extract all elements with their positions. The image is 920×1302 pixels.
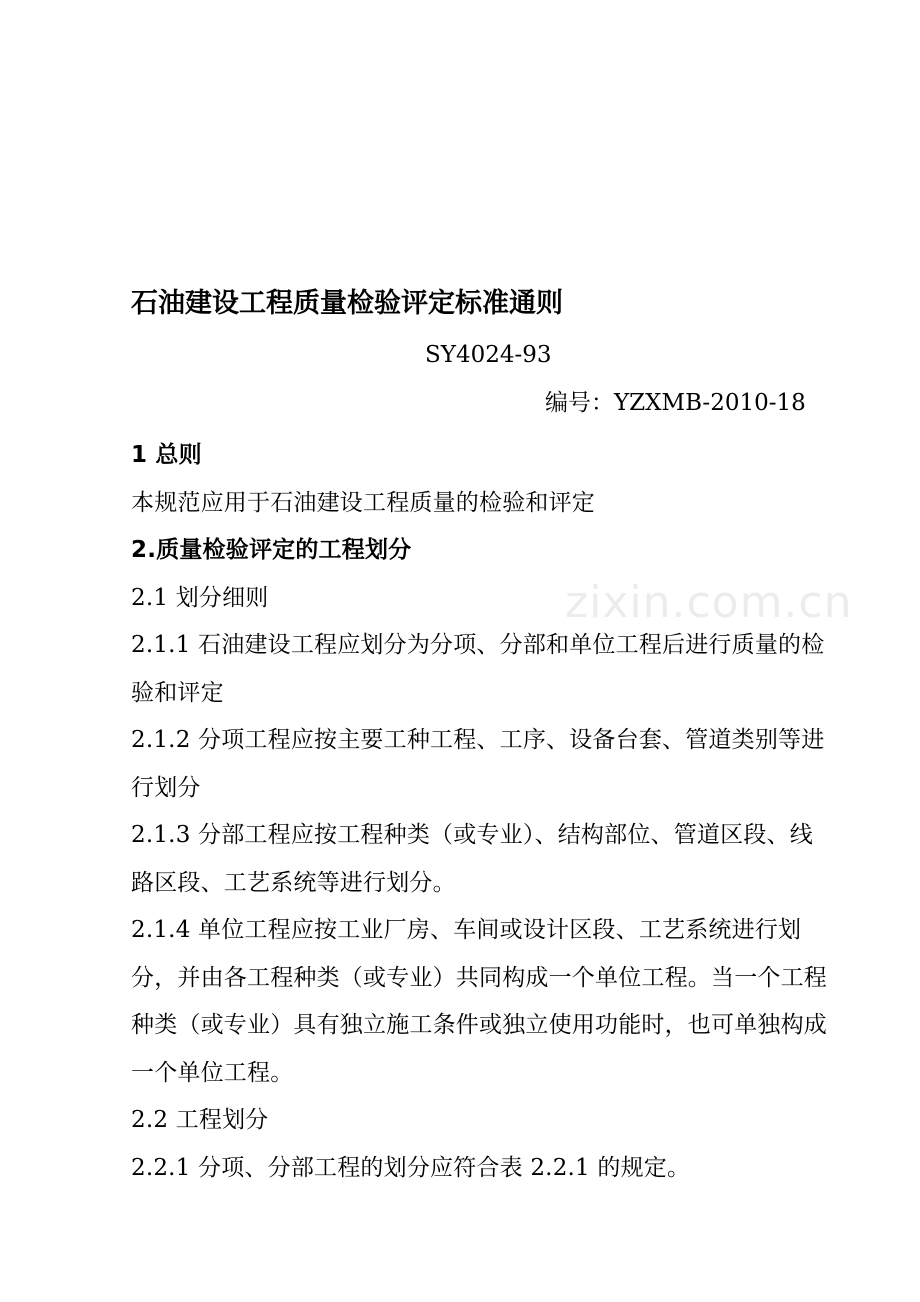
section-heading-division: 2.质量检验评定的工程划分 (131, 537, 412, 563)
paragraph-scope: 本规范应用于石油建设工程质量的检验和评定 (131, 489, 595, 516)
clause-2-1-1: 2.1.1 石油建设工程应划分为分项、分部和单位工程后进行质量的检验和评定 (131, 632, 825, 706)
clause-2-1-4: 2.1.4 单位工程应按工业厂房、车间或设计区段、工艺系统进行划分，并由各工程种类（或专业）共同构成一个单位工程。当一个工程种类（或专业）具有独立施工条件或独立使用功能时，也可单独构成一个单位工程。 (131, 917, 827, 1086)
subsection-heading-2-1: 2.1 划分细则 (131, 584, 269, 611)
clause-2-1-2: 2.1.2 分项工程应按主要工种工程、工序、设备台套、管道类别等进行划分 (131, 727, 825, 801)
subsection-heading-2-2: 2.2 工程划分 (131, 1107, 269, 1133)
watermark-text: zixin.com.cn (565, 577, 853, 628)
document-title: 石油建设工程质量检验评定标准通则 (131, 288, 563, 319)
section-heading-general: 1 总则 (131, 442, 202, 468)
document-body (131, 432, 836, 1192)
clause-2-2-1: 2.2.1 分项、分部工程的划分应符合表 2.2.1 的规定。 (131, 1154, 691, 1181)
clause-2-1-3: 2.1.3 分部工程应按工程种类（或专业）、结构部位、管道区段、线路区段、工艺系统等进行划分。 (131, 822, 813, 896)
standard-code: SY4024-93 (425, 342, 552, 368)
document-number: 编号：YZXMB-2010-18 (545, 390, 806, 416)
